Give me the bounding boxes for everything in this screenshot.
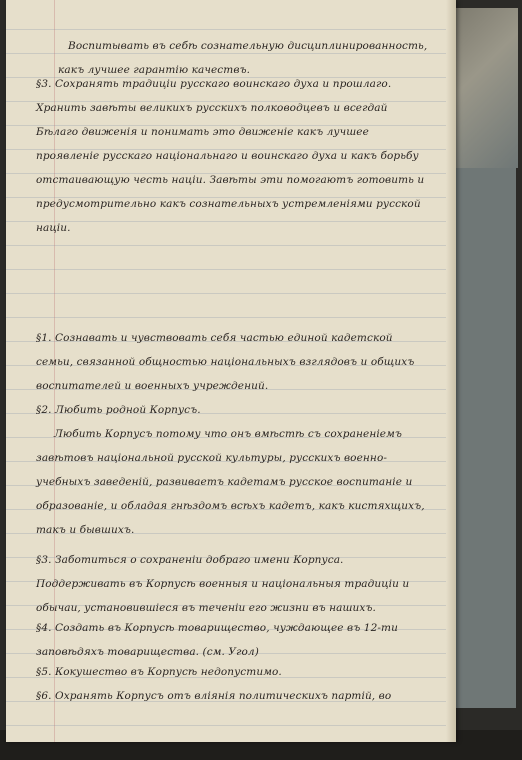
cover-corner-protector: [452, 8, 518, 168]
notebook-page: [6, 0, 456, 742]
paragraph-section-3-name: §3. Заботиться о сохраненіи добраго имени Корпуса. Поддерживать въ Корпусѣ военныя и національныя традиціи и обычаи, установившіеся въ теченіи его жизни въ нашихъ.: [36, 554, 410, 614]
paragraph-intro-continued: Воспитывать въ себѣ сознательную дисциплинированность, какъ лучшее гарантію качествъ.: [58, 40, 428, 76]
paragraph-section-6: §6. Охранять Корпусъ отъ вліянія политическихъ партій, во: [36, 690, 392, 702]
paragraph-section-2-body: Любить Корпусъ потому что онъ вмѣстѣ съ сохраненіемъ завѣтовъ національной русской культуры, русскихъ военно-учебныхъ заведеній, развиваетъ кадетамъ русское воспитаніе и образованіе, и обладая гнѣздомъ всѣхъ кадетъ, какъ кистяхщихъ, такъ и бывшихъ.: [36, 428, 425, 536]
paragraph-section-5: §5. Кокушество въ Корпусѣ недопустимо.: [36, 666, 282, 678]
paragraph-section-1-family: §1. Сознавать и чувствовать себя частью единой кадетской семьи, связанной общностью національныхъ взглядовъ и общихъ воспитателей и военныхъ учреждений.: [36, 332, 415, 392]
paragraph-section-2-heading: §2. Любить родной Корпусъ.: [36, 404, 201, 416]
paragraph-section-3-traditions: §3. Сохранять традиціи русскаго воинскаго духа и прошлаго. Хранить завѣты великихъ русскихъ полководцевъ и всегдай Бѣлаго движенія и понимать это движеніе какъ лучшее проявленіе русскаго національнаго и воинскаго духа и какъ борьбу отстаивающую честь націи. Завѣты эти помогаютъ готовить и предусмотрительно какъ сознательныхъ устремленіями русской націи.: [36, 78, 425, 234]
handwritten-text: [6, 0, 456, 742]
paragraph-section-4-fellowship: §4. Создать въ Корпусѣ товарищество, чуждающее въ 12-ти заповѣдяхъ товарищества. (см. Угол): [36, 622, 398, 658]
